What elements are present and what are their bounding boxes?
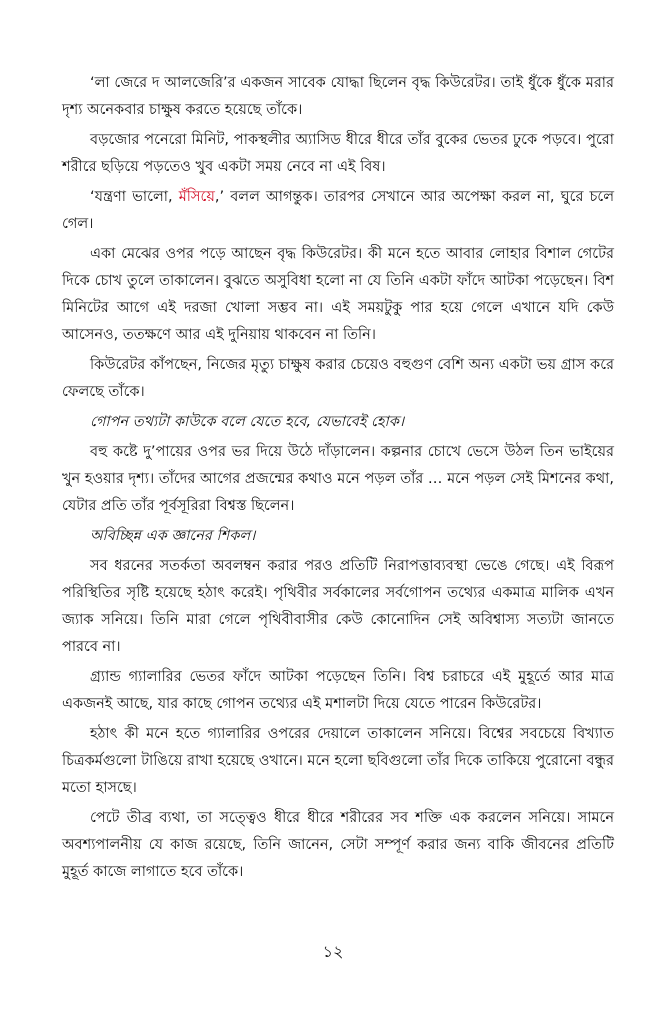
highlighted-word-monsieur: মঁসিয়ে xyxy=(178,189,215,205)
paragraph-5: কিউরেটর কাঁপছেন, নিজের মৃত্যু চাক্ষুষ করার চেয়েও বহুগুণ বেশি অন্য একটা ভয় গ্রাস করে ফেলছে তাঁকে। xyxy=(62,357,614,400)
page-number: ১২ xyxy=(322,942,344,961)
paragraph-10: গ্র্যান্ড গ্যালারির ভেতর ফাঁদে আটকা পড়েছেন তিনি। বিশ্ব চরাচরে এই মুহূর্তে আর মাত্র একজনই আছে, যার কাছে গোপন তথ্যের এই মশালটা দিয়ে যেতে পারেন কিউরেটর। xyxy=(62,669,614,712)
paragraph-1: ‘লা জেরে দ আলজেরি’র একজন সাবেক যোদ্ধা ছিলেন বৃদ্ধ কিউরেটর। তাই ধুঁকে ধুঁকে মরার দৃশ্য অনেকবার চাক্ষুষ করতে হয়েছে তাঁকে। xyxy=(62,75,614,118)
dialogue-end: ,’ বলল আগন্তুক। তারপর সেখানে আর অপেক্ষা করল না, ঘুরে চলে গেল। xyxy=(62,189,614,232)
paragraph-4: একা মেঝের ওপর পড়ে আছেন বৃদ্ধ কিউরেটর। কী মনে হতে আবার লোহার বিশাল গেটের দিকে চোখ তুলে তাকালেন। বুঝতে অসুবিধা হলো না যে তিনি একটা ফাঁদে আটকা পড়েছেন। বিশ মিনিটের আগে এই দরজা খোলা সম্ভব না। এই সময়টুকু পার হয়ে গেলে এখানে যদি কেউ আসেনও, ততক্ষণে আর এই দুনিয়ায় থাকবেন না তিনি। xyxy=(62,246,614,343)
paragraph-2: বড়জোর পনেরো মিনিট, পাকস্থলীর অ্যাসিড ধীরে ধীরে তাঁর বুকের ভেতর ঢুকে পড়বে। পুরো শরীরে ছড়িয়ে পড়তেও খুব একটা সময় নেবে না এই বিষ। xyxy=(62,132,614,175)
dialogue-start: ‘যন্ত্রণা ভালো, xyxy=(90,189,179,205)
paragraph-11: হঠাৎ কী মনে হতে গ্যালারির ওপরের দেয়ালে তাকালেন সনিয়ে। বিশ্বের সবচেয়ে বিখ্যাত চিত্রকর্মগুলো টাঙিয়ে রাখা হয়েছে ওখানে। মনে হলো ছবিগুলো তাঁর দিকে তাকিয়ে পুরোনো বন্ধুর মতো হাসছে। xyxy=(62,726,614,796)
paragraph-12: পেটে তীব্র ব্যথা, তা সত্ত্বেও ধীরে ধীরে শরীরের সব শক্তি এক করলেন সনিয়ে। সামনে অবশ্যপালনীয় যে কাজ রয়েছে, তিনি জানেন, সেটা সম্পূর্ণ করার জন্য বাকি জীবনের প্রতিটি মুহূর্ত কাজে লাগাতে হবে তাঁকে। xyxy=(62,810,614,880)
paragraph-7: বহু কষ্টে দু’পায়ের ওপর ভর দিয়ে উঠে দাঁড়ালেন। কল্পনার চোখে ভেসে উঠল তিন ভাইয়ের খুন হওয়ার দৃশ্য। তাঁদের আগের প্রজন্মের কথাও মনে পড়ল তাঁর … মনে পড়ল সেই মিশনের কথা, যেটার প্রতি তাঁর পূর্বসূরিরা বিশ্বস্ত ছিলেন। xyxy=(62,444,614,514)
italic-thought-1: গোপন তথ্যটা কাউকে বলে যেতে হবে, যেভাবেই হোক। xyxy=(90,414,405,430)
paragraph-3-dialogue xyxy=(62,184,614,238)
book-page-body xyxy=(62,70,614,889)
paragraph-9: সব ধরনের সতর্কতা অবলম্বন করার পরও প্রতিটি নিরাপত্তাব্যবস্থা ভেঙে গেছে। এই বিরূপ পরিস্থিতির সৃষ্টি হয়েছে হঠাৎ করেই। পৃথিবীর সর্বকালের সর্বগোপন তথ্যের একমাত্র মালিক এখন জ্যাক সনিয়ে। তিনি মারা গেলে পৃথিবীবাসীর কেউ কোনোদিন সেই অবিশ্বাস্য সত্যটা জানতে পারবে না। xyxy=(62,558,614,655)
italic-thought-2: অবিচ্ছিন্ন এক জ্ঞানের শিকল। xyxy=(90,528,256,544)
